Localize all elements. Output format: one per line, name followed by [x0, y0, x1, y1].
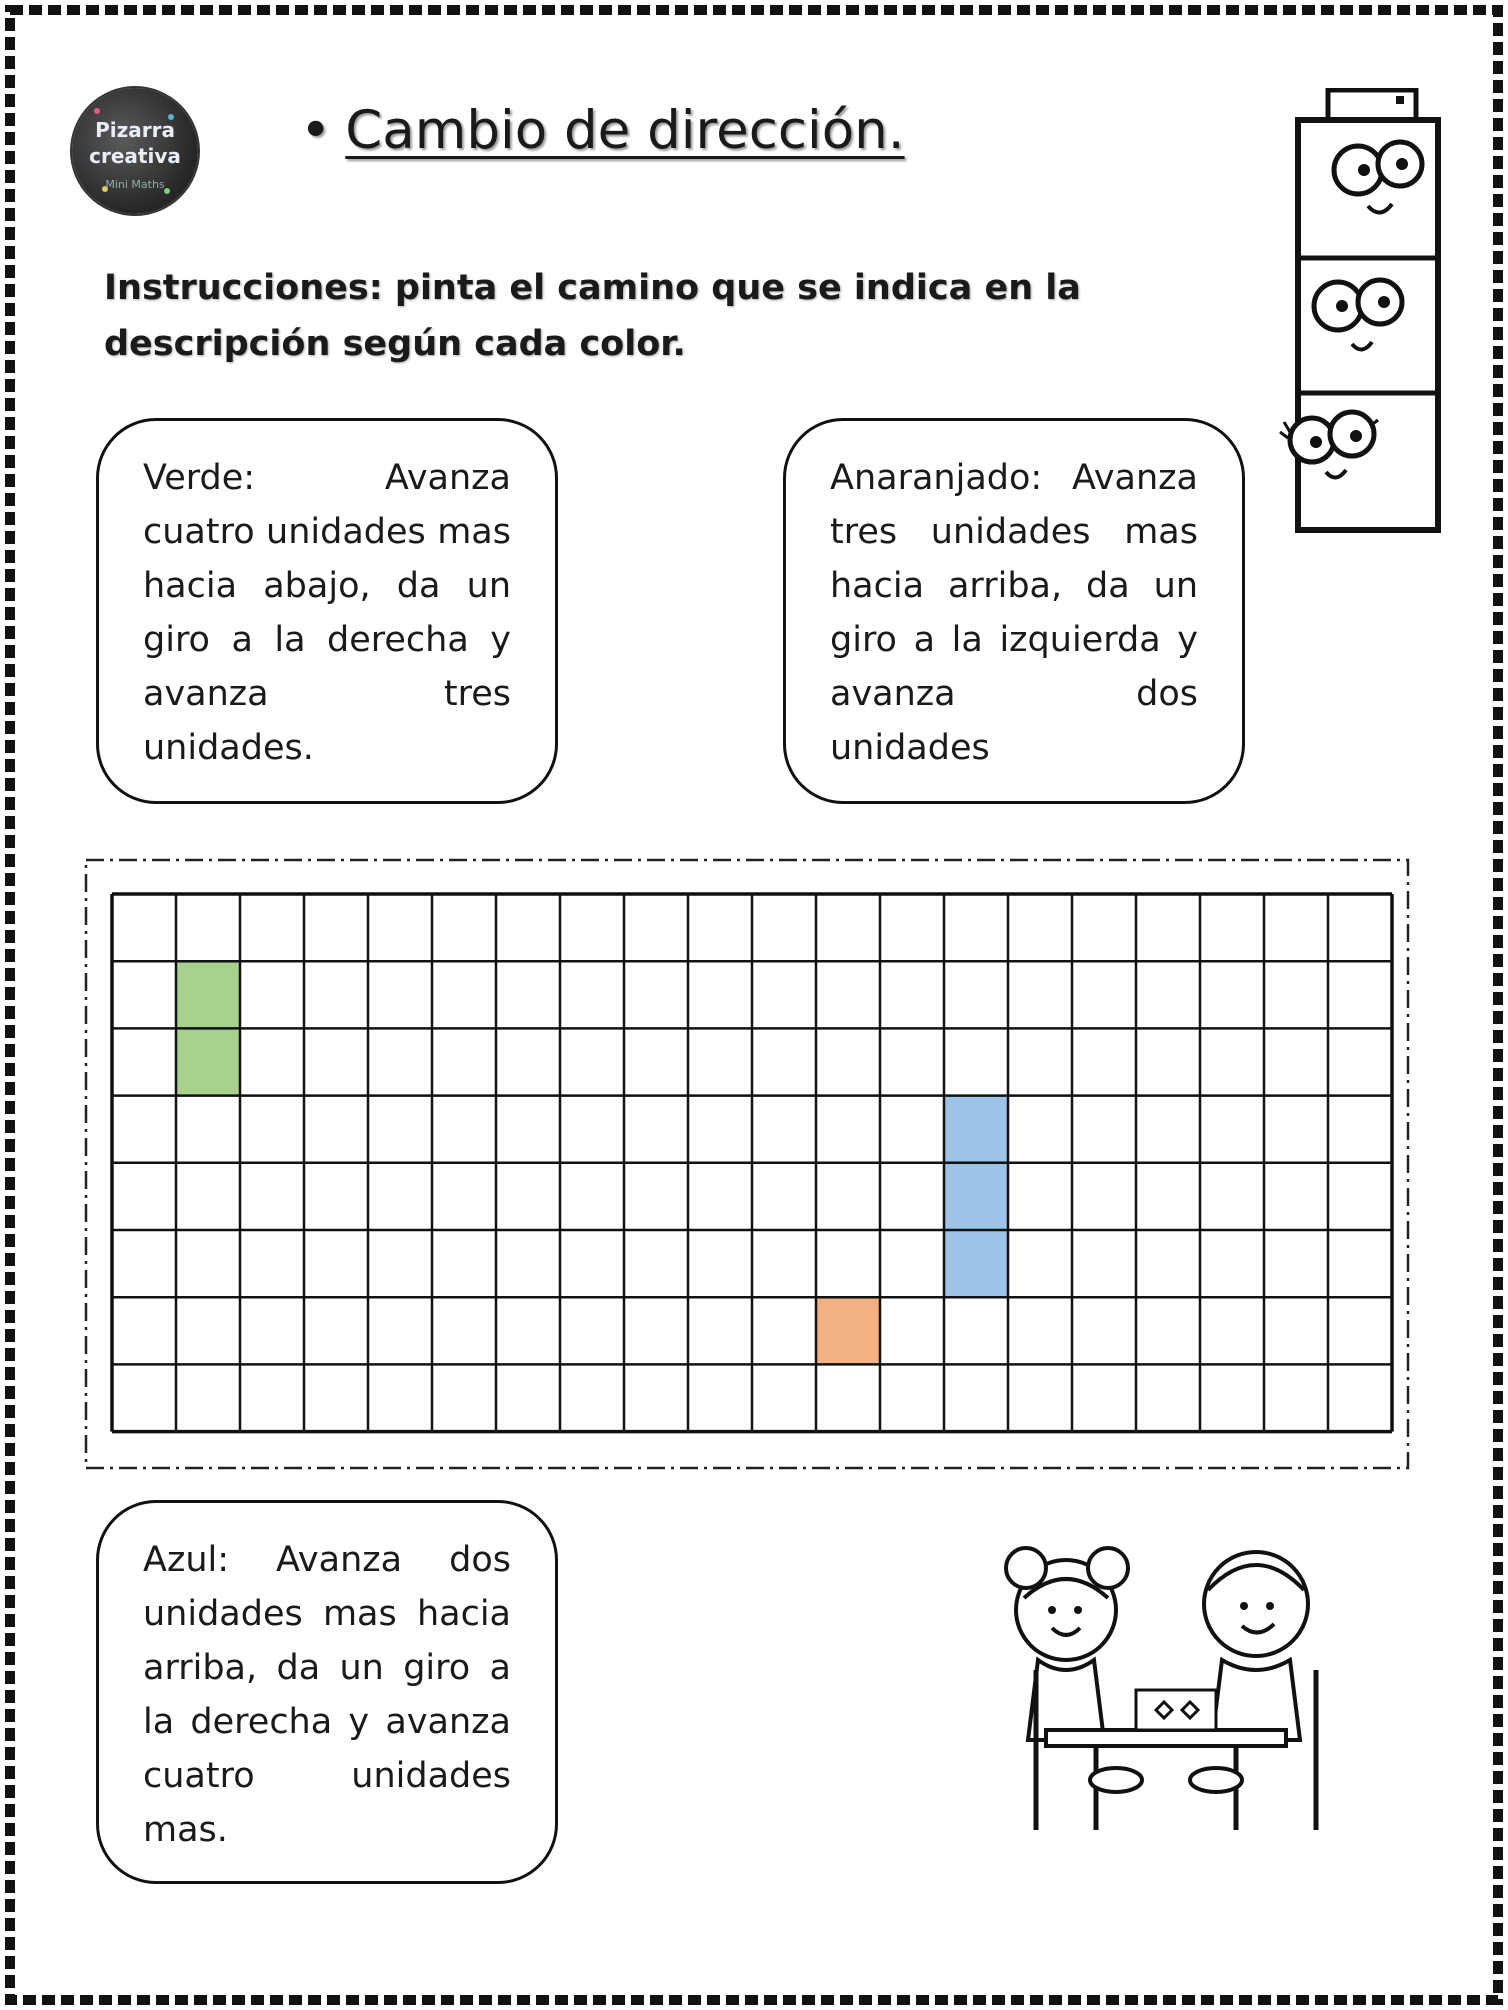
number-blocks-character-illustration: [1268, 88, 1448, 538]
pizarra-creativa-logo: [72, 88, 198, 214]
grid-filled-cell[interactable]: [944, 1163, 1008, 1230]
kids-at-table-illustration: [986, 1540, 1346, 1840]
logo-text-line3: Mini Maths: [105, 178, 165, 191]
verde-instruction-text: Verde: Avanza cuatro unidades mas hacia abajo, da un giro a la derecha y avanza tres unidades.: [143, 458, 511, 768]
anaranjado-instruction-text: Anaranjado: Avanza tres unidades mas hacia arriba, da un giro a la izquierda y avanza dos unidades: [830, 458, 1198, 768]
grid-filled-cell[interactable]: [176, 961, 240, 1028]
painting-grid: [84, 858, 1410, 1470]
grid-filled-cell[interactable]: [176, 1028, 240, 1095]
title-bullet: •: [300, 100, 332, 161]
logo-text-line2: creativa: [89, 144, 181, 168]
painting-grid-frame: [84, 858, 1410, 1470]
grid-filled-cell[interactable]: [944, 1230, 1008, 1297]
instructions-text: Instrucciones: pinta el camino que se indica en la descripción según cada color.: [104, 268, 1081, 364]
title-text: Cambio de dirección.: [345, 100, 905, 161]
azul-instruction-box: [96, 1500, 558, 1884]
page-title: [300, 100, 905, 161]
grid-filled-cell[interactable]: [816, 1297, 880, 1364]
azul-instruction-text: Azul: Avanza dos unidades mas hacia arriba, da un giro a la derecha y avanza cuatro unidades mas.: [143, 1540, 511, 1850]
verde-instruction-box: [96, 418, 558, 804]
anaranjado-instruction-box: [783, 418, 1245, 804]
grid-filled-cell[interactable]: [944, 1096, 1008, 1163]
logo-text-line1: Pizarra: [95, 118, 175, 142]
